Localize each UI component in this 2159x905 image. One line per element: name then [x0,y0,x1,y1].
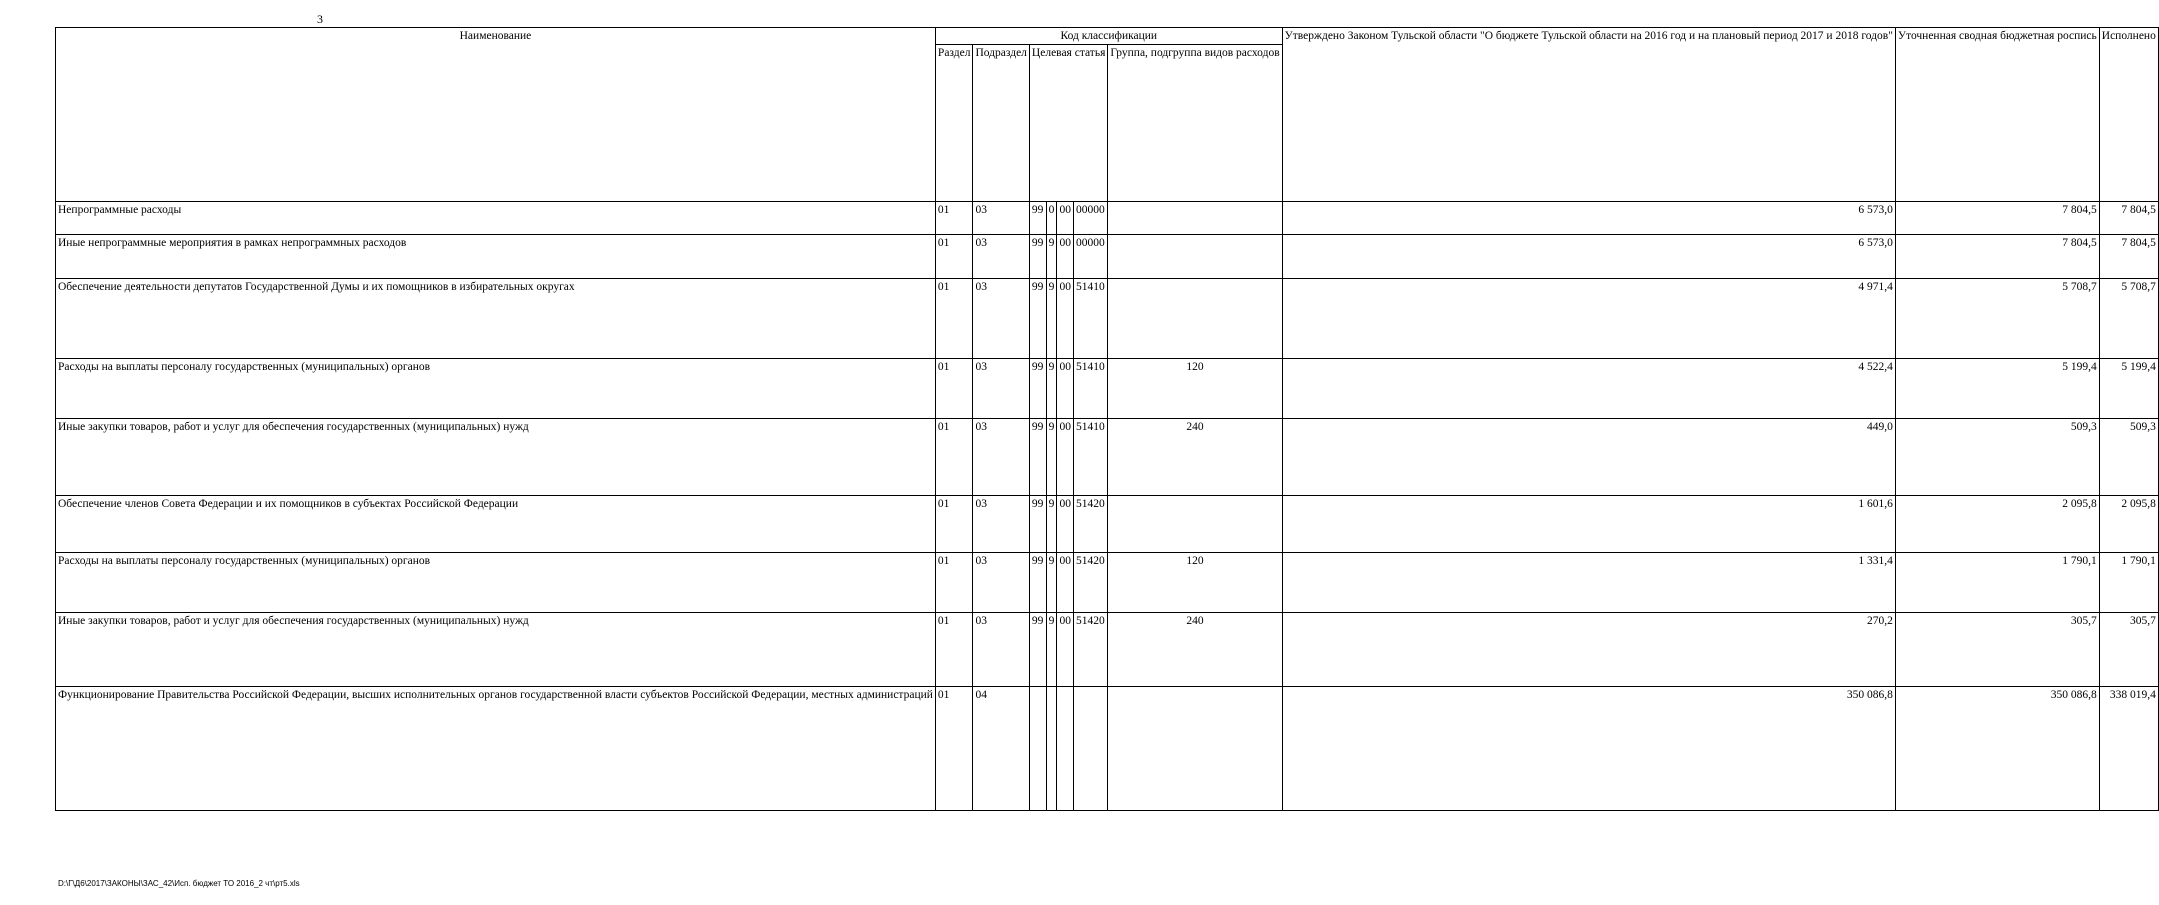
row-target-4 [1073,687,1107,811]
row-vid [1108,496,1282,553]
row-target-1: 99 [1029,613,1046,687]
table-row [56,613,2159,687]
row-target-3: 00 [1057,279,1074,359]
header-executed: Исполнено [2099,28,2158,202]
row-executed: 5 708,7 [2099,279,2158,359]
row-razdel: 01 [935,419,973,496]
row-refined: 1 790,1 [1895,553,2099,613]
row-target-1: 99 [1029,553,1046,613]
row-executed: 338 019,4 [2099,687,2158,811]
row-podrazdel: 03 [973,202,1029,235]
row-target-3: 00 [1057,613,1074,687]
header-podrazdel: Подраздел [973,45,1029,202]
row-approved: 1 601,6 [1282,496,1895,553]
row-executed: 1 790,1 [2099,553,2158,613]
row-podrazdel: 03 [973,553,1029,613]
row-executed: 7 804,5 [2099,202,2158,235]
row-name: Иные непрограммные мероприятия в рамках непрограммных расходов [56,235,936,279]
row-podrazdel: 03 [973,613,1029,687]
row-approved: 4 971,4 [1282,279,1895,359]
row-executed: 5 199,4 [2099,359,2158,419]
row-vid [1108,235,1282,279]
row-refined: 305,7 [1895,613,2099,687]
row-podrazdel: 03 [973,279,1029,359]
table-row [56,687,2159,811]
row-name: Непрограммные расходы [56,202,936,235]
row-approved: 449,0 [1282,419,1895,496]
row-podrazdel: 03 [973,359,1029,419]
header-razdel: Раздел [935,45,973,202]
row-razdel: 01 [935,235,973,279]
header-approved: Утверждено Законом Тульской области "О бюджете Тульской области на 2016 год и на плановый период 2017 и 2018 годов" [1282,28,1895,202]
row-target-2: 9 [1046,359,1057,419]
row-vid [1108,279,1282,359]
row-vid: 240 [1108,613,1282,687]
row-target-4: 51420 [1073,496,1107,553]
budget-table [55,27,2159,811]
row-razdel: 01 [935,359,973,419]
row-vid: 120 [1108,359,1282,419]
row-executed: 305,7 [2099,613,2158,687]
row-executed: 7 804,5 [2099,235,2158,279]
row-approved: 6 573,0 [1282,202,1895,235]
row-target-2: 0 [1046,202,1057,235]
row-target-2: 9 [1046,553,1057,613]
row-target-1 [1029,687,1046,811]
table-row [56,419,2159,496]
row-target-2: 9 [1046,496,1057,553]
row-target-2: 9 [1046,419,1057,496]
table-row [56,496,2159,553]
header-vid: Группа, подгруппа видов расходов [1108,45,1282,202]
row-name: Иные закупки товаров, работ и услуг для обеспечения государственных (муниципальных) нужд [56,419,936,496]
row-name: Обеспечение членов Совета Федерации и их помощников в субъектах Российской Федерации [56,496,936,553]
row-refined: 7 804,5 [1895,202,2099,235]
row-target-3: 00 [1057,235,1074,279]
row-target-4: 51420 [1073,613,1107,687]
row-target-4: 51410 [1073,419,1107,496]
row-target-4: 51420 [1073,553,1107,613]
header-name: Наименование [56,28,936,202]
row-target-4: 51410 [1073,359,1107,419]
row-approved: 270,2 [1282,613,1895,687]
row-approved: 1 331,4 [1282,553,1895,613]
row-refined: 5 199,4 [1895,359,2099,419]
row-target-3: 00 [1057,359,1074,419]
row-target-3: 00 [1057,419,1074,496]
footer-file-path: D:\Г\Д6\2017\ЗАКОНЫ\ЗАС_42\Исп. бюджет ТО 2016_2 чт\рт5.xls [58,879,300,888]
row-target-1: 99 [1029,359,1046,419]
row-vid [1108,687,1282,811]
row-podrazdel: 04 [973,687,1029,811]
table-row [56,202,2159,235]
row-target-1: 99 [1029,202,1046,235]
row-executed: 2 095,8 [2099,496,2158,553]
header-refined: Уточненная сводная бюджетная роспись [1895,28,2099,202]
row-name: Функционирование Правительства Российской Федерации, высших исполнительных органов государственной власти субъектов Российской Федерации, местных администраций [56,687,936,811]
row-target-1: 99 [1029,279,1046,359]
page-number: 3 [317,12,323,26]
row-refined: 509,3 [1895,419,2099,496]
row-target-1: 99 [1029,419,1046,496]
row-target-2: 9 [1046,613,1057,687]
row-razdel: 01 [935,279,973,359]
row-razdel: 01 [935,553,973,613]
row-podrazdel: 03 [973,496,1029,553]
row-razdel: 01 [935,496,973,553]
table-row [56,553,2159,613]
row-refined: 7 804,5 [1895,235,2099,279]
row-approved: 6 573,0 [1282,235,1895,279]
row-vid [1108,202,1282,235]
row-vid: 120 [1108,553,1282,613]
row-vid: 240 [1108,419,1282,496]
table-row [56,359,2159,419]
row-target-1: 99 [1029,235,1046,279]
table-row [56,235,2159,279]
row-name: Обеспечение деятельности депутатов Государственной Думы и их помощников в избирательных округах [56,279,936,359]
row-executed: 509,3 [2099,419,2158,496]
header-target: Целевая статья [1029,45,1107,202]
row-name: Расходы на выплаты персоналу государственных (муниципальных) органов [56,359,936,419]
row-approved: 4 522,4 [1282,359,1895,419]
row-podrazdel: 03 [973,235,1029,279]
row-podrazdel: 03 [973,419,1029,496]
row-target-3: 00 [1057,202,1074,235]
table-row [56,279,2159,359]
row-target-2 [1046,687,1057,811]
row-refined: 5 708,7 [1895,279,2099,359]
row-razdel: 01 [935,613,973,687]
row-razdel: 01 [935,687,973,811]
row-target-1: 99 [1029,496,1046,553]
row-target-4: 00000 [1073,202,1107,235]
row-target-2: 9 [1046,279,1057,359]
row-refined: 2 095,8 [1895,496,2099,553]
row-refined: 350 086,8 [1895,687,2099,811]
row-target-3 [1057,687,1074,811]
header-code-group: Код классификации [935,28,1282,45]
row-target-2: 9 [1046,235,1057,279]
row-approved: 350 086,8 [1282,687,1895,811]
row-name: Иные закупки товаров, работ и услуг для обеспечения государственных (муниципальных) нужд [56,613,936,687]
row-razdel: 01 [935,202,973,235]
row-target-3: 00 [1057,496,1074,553]
row-target-4: 00000 [1073,235,1107,279]
row-target-4: 51410 [1073,279,1107,359]
row-target-3: 00 [1057,553,1074,613]
row-name: Расходы на выплаты персоналу государственных (муниципальных) органов [56,553,936,613]
